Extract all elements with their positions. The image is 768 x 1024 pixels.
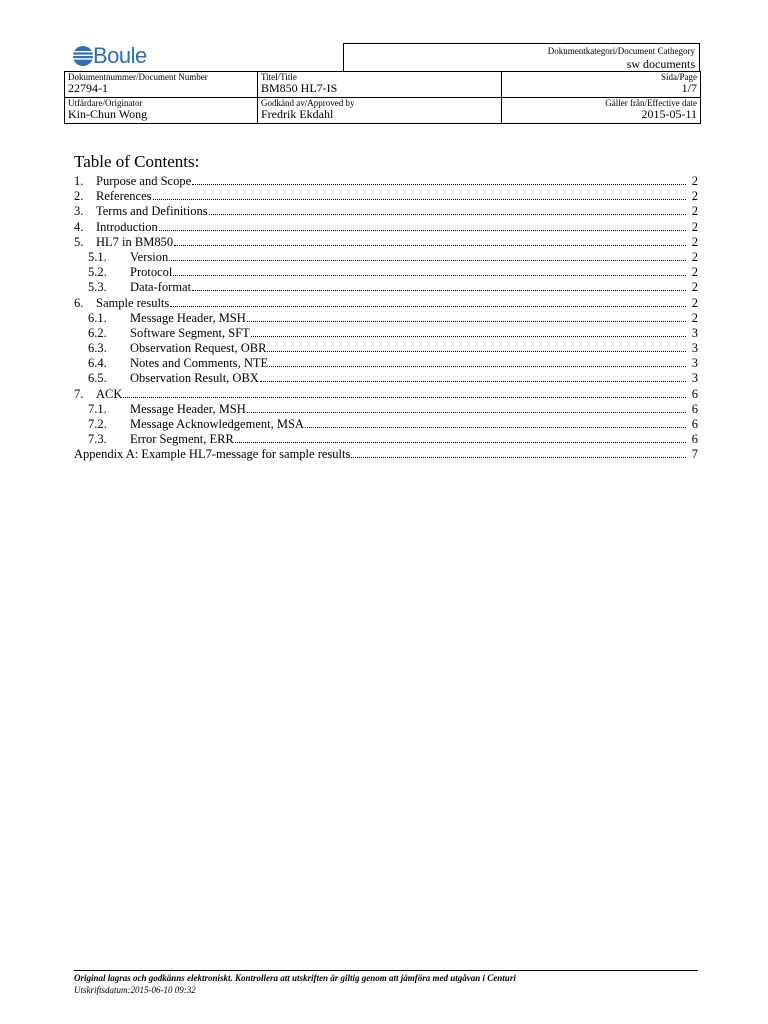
toc-entry[interactable] <box>74 402 698 417</box>
toc-entry[interactable] <box>74 371 698 386</box>
page-value: 1/7 <box>681 81 697 95</box>
toc-leader-dots <box>247 411 686 413</box>
toc-entry-page: 2 <box>691 295 698 310</box>
toc-leader-dots <box>269 365 686 367</box>
toc-leader-dots <box>173 274 686 276</box>
toc-entry-number: 6.1. <box>88 310 107 325</box>
toc-entry[interactable] <box>74 447 698 462</box>
toc-leader-dots <box>267 350 686 352</box>
approved-value: Fredrik Ekdahl <box>261 107 334 121</box>
toc-entry-page: 2 <box>691 189 698 204</box>
toc-entry-number: 2. <box>74 189 84 204</box>
originator-value: Kin-Chun Wong <box>68 107 148 121</box>
toc-leader-dots <box>192 183 686 185</box>
toc-entry-text: Terms and Definitions <box>96 204 208 219</box>
toc-entry-text: Purpose and Scope <box>96 174 192 188</box>
toc-entry-page: 2 <box>691 280 698 295</box>
toc-entry[interactable] <box>74 387 698 402</box>
toc-entry-number: 6.4. <box>88 356 107 371</box>
toc-leader-dots <box>209 213 686 215</box>
header-table <box>64 71 701 124</box>
toc-entry-page: 6 <box>691 417 698 431</box>
toc-entry-text: Appendix A: Example HL7-message for sample results <box>74 447 351 462</box>
toc-entry-number: 6.2. <box>88 325 107 340</box>
title-label: Titel/Title <box>261 72 297 82</box>
approved-label: Godkänd av/Approved by <box>261 98 355 108</box>
originator-label: Utfärdare/Originator <box>68 98 143 108</box>
toc-entry-page: 2 <box>691 249 698 264</box>
page-label: Sida/Page <box>661 72 697 82</box>
toc-leader-dots <box>305 426 686 428</box>
toc-entry-text: References <box>96 189 152 204</box>
header-row-2 <box>65 98 701 124</box>
toc-entry-number: 7.2. <box>88 417 107 431</box>
toc-title: Table of Contents: <box>74 152 200 171</box>
toc-entry-number: 5.2. <box>88 265 107 280</box>
toc-entry-number: 5.1. <box>88 249 107 264</box>
toc-entry-page: 2 <box>691 234 698 249</box>
toc-entry-text: Observation Request, OBR <box>130 341 267 356</box>
toc-entry-text: Message Acknowledgement, MSA <box>130 417 304 431</box>
toc-entry-text: Message Header, MSH <box>130 310 246 325</box>
toc-entry[interactable] <box>74 311 698 326</box>
toc-entry-number: 5. <box>74 234 84 249</box>
logo-text: Boule <box>93 43 147 68</box>
toc-entry[interactable] <box>74 326 698 341</box>
toc-entry-text: Introduction <box>96 219 158 234</box>
toc-leader-dots <box>251 335 686 337</box>
footer-notice: Original lagras och godkänns elektroniskt. Kontrollera att utskriften är giltig genom att jämföra med utgåvan i Centuri <box>74 973 516 983</box>
toc-entry[interactable] <box>74 280 698 295</box>
toc-leader-dots <box>351 456 686 458</box>
doc-number-cell <box>65 72 258 98</box>
toc-entry-page: 2 <box>691 265 698 280</box>
toc-entry[interactable] <box>74 235 698 250</box>
toc-leader-dots <box>170 305 686 307</box>
toc-entry-page: 6 <box>691 432 698 447</box>
toc-entry[interactable] <box>74 356 698 371</box>
toc-entry[interactable] <box>74 341 698 356</box>
effective-cell <box>502 98 701 124</box>
toc-entry[interactable] <box>74 204 698 219</box>
toc-entry-text: Sample results <box>96 295 170 310</box>
footer-print-date: Utskriftsdatum:2015-06-10 09:32 <box>74 985 196 995</box>
toc-entry-page: 2 <box>691 219 698 234</box>
toc-entry[interactable] <box>74 174 698 189</box>
toc-entry-text: Observation Result, OBX <box>130 371 259 386</box>
toc-entry-page: 3 <box>691 325 698 340</box>
toc-entry-text: Version <box>130 249 169 264</box>
toc-leader-dots <box>153 198 686 200</box>
toc-leader-dots <box>123 396 686 398</box>
toc-entry[interactable] <box>74 250 698 265</box>
toc-entry[interactable] <box>74 296 698 311</box>
toc-entry-text: Software Segment, SFT <box>130 325 250 340</box>
toc-leader-dots <box>260 380 686 382</box>
toc-entry[interactable] <box>74 189 698 204</box>
toc-entry-page: 2 <box>691 310 698 325</box>
toc-entry[interactable] <box>74 220 698 235</box>
toc-entry[interactable] <box>74 417 698 432</box>
toc-entry-text: Message Header, MSH <box>130 401 246 416</box>
toc-entry-number: 6.3. <box>88 341 107 356</box>
logo <box>64 43 343 71</box>
toc-entry-number: 3. <box>74 204 84 219</box>
category-cell <box>343 43 700 71</box>
footer-divider <box>74 970 698 971</box>
category-label: Dokumentkategori/Document Cathegory <box>547 46 695 56</box>
title-cell <box>258 72 502 98</box>
toc-entry-text: Data-format <box>130 280 192 295</box>
toc-leader-dots <box>192 289 686 291</box>
document-header <box>64 43 700 124</box>
toc-entry-number: 1. <box>74 174 84 188</box>
toc-entry-page: 2 <box>691 204 698 219</box>
toc-leader-dots <box>169 259 686 261</box>
toc-entry-number: 7. <box>74 386 84 401</box>
header-row-1 <box>65 72 701 98</box>
title-value: BM850 HL7-IS <box>261 81 338 95</box>
toc-entry-text: HL7 in BM850 <box>96 234 174 249</box>
table-of-contents <box>74 152 698 463</box>
category-value: sw documents <box>626 57 695 71</box>
toc-leader-dots <box>247 320 686 322</box>
toc-entry-number: 6. <box>74 295 84 310</box>
doc-number-label: Dokumentnummer/Document Number <box>68 72 208 82</box>
effective-label: Gäller från/Effective date <box>605 98 697 108</box>
toc-entry-page: 6 <box>691 401 698 416</box>
toc-entry-text: Notes and Comments, NTE <box>130 356 269 371</box>
toc-entry[interactable] <box>74 265 698 280</box>
toc-entry-number: 5.3. <box>88 280 107 295</box>
boule-logo-icon <box>72 45 94 67</box>
toc-entry-page: 3 <box>691 341 698 356</box>
toc-entry-text: Protocol <box>130 265 173 280</box>
toc-leader-dots <box>235 441 686 443</box>
toc-entry-page: 6 <box>691 386 698 401</box>
toc-entry-page: 7 <box>691 447 698 462</box>
toc-entry-page: 3 <box>691 356 698 371</box>
toc-entry-number: 7.3. <box>88 432 107 447</box>
page-cell <box>502 72 701 98</box>
effective-value: 2015-05-11 <box>641 107 697 121</box>
toc-entry-number: 7.1. <box>88 401 107 416</box>
toc-entry-page: 2 <box>691 174 698 188</box>
toc-leader-dots <box>174 244 686 246</box>
approved-cell <box>258 98 502 124</box>
toc-leader-dots <box>159 229 686 231</box>
toc-list <box>74 174 698 463</box>
doc-number-value: 22794-1 <box>68 81 108 95</box>
toc-entry-number: 6.5. <box>88 371 107 386</box>
originator-cell <box>65 98 258 124</box>
toc-entry-text: Error Segment, ERR <box>130 432 234 447</box>
toc-entry-text: ACK <box>96 386 123 401</box>
toc-entry-page: 3 <box>691 371 698 386</box>
toc-entry-number: 4. <box>74 219 84 234</box>
toc-entry[interactable] <box>74 432 698 447</box>
